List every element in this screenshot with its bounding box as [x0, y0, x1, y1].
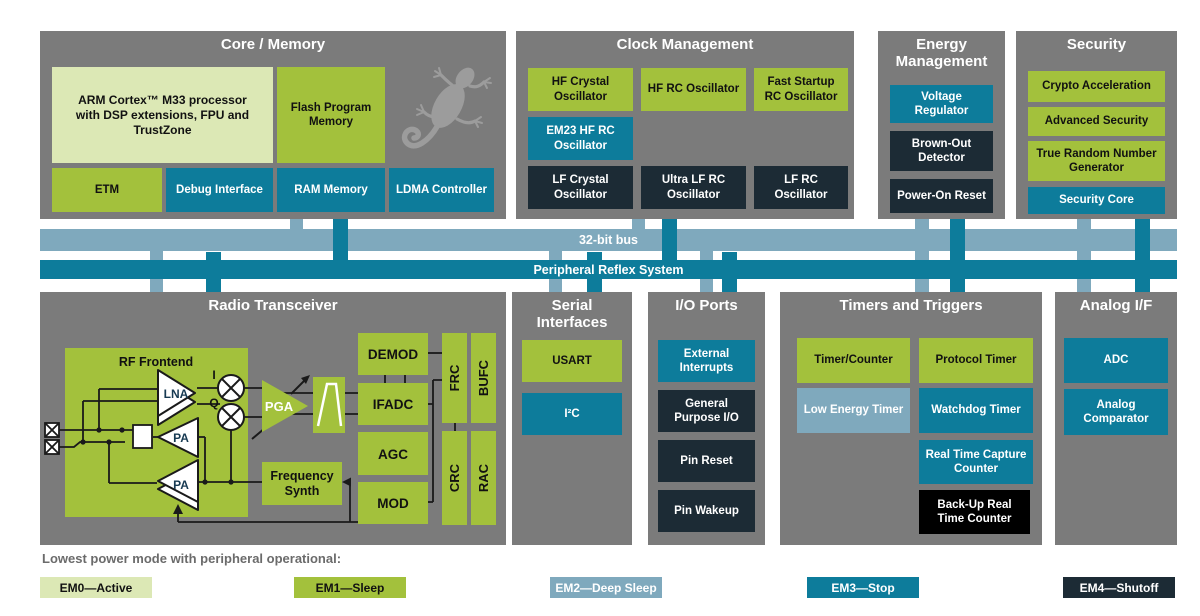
freq-synth-label-1: Frequency [270, 469, 334, 483]
block-pin-reset: Pin Reset [658, 440, 755, 482]
block-fast-startup-rc-osc: Fast Startup RC Oscillator [754, 68, 848, 111]
panel-title: I/O Ports [675, 297, 738, 314]
block-hf-crystal-osc: HF Crystal Oscillator [528, 68, 633, 111]
block-true-random-number-generator: True Random Number Generator [1028, 141, 1165, 181]
panel-title: Radio Transceiver [208, 297, 338, 314]
legend-chip-em1: EM1—Sleep [294, 577, 406, 598]
block-crypto-acceleration: Crypto Acceleration [1028, 71, 1165, 102]
block-debug-interface: Debug Interface [166, 168, 273, 212]
bus-stub [950, 219, 965, 292]
bus-32bit [40, 229, 1177, 251]
panel-title: Clock Management [616, 36, 754, 53]
bus-32bit-label: 32-bit bus [578, 233, 639, 247]
bus-peripheral-reflex [40, 260, 1177, 279]
block-backup-real-time-counter: Back-Up Real Time Counter [919, 490, 1030, 534]
pa2-label: PA [173, 478, 189, 492]
arrow-to-freq-synth [342, 478, 351, 487]
block-real-time-capture-counter: Real Time Capture Counter [919, 440, 1033, 484]
block-watchdog-timer: Watchdog Timer [919, 388, 1033, 433]
panel-radio-transceiver [40, 292, 506, 545]
panel-title: Timers and Triggers [839, 297, 983, 314]
block-timer-counter: Timer/Counter [797, 338, 910, 383]
crc-label: CRC [447, 463, 462, 493]
panel-core-memory [40, 31, 506, 219]
panel-clock-management [516, 31, 854, 219]
panel-security [1016, 31, 1177, 219]
block-em23-hf-rc-osc: EM23 HF RC Oscillator [528, 117, 633, 160]
legend-chip-em2: EM2—Deep Sleep [550, 577, 662, 598]
block-adc: ADC [1064, 338, 1168, 383]
block-general-purpose-io: General Purpose I/O [658, 390, 755, 432]
panel-serial-interfaces [512, 292, 632, 545]
rf-frontend-label: RF Frontend [118, 355, 194, 369]
ifadc-label: IFADC [372, 397, 414, 412]
legend-chip-em0: EM0—Active [40, 577, 152, 598]
panel-title: Core / Memory [220, 36, 326, 53]
block-flash-memory: Flash Program Memory [277, 67, 385, 163]
frc-label: FRC [447, 364, 462, 392]
block-pin-wakeup: Pin Wakeup [658, 490, 755, 532]
block-arm-cortex: ARM Cortex™ M33 processor with DSP extensions, FPU and TrustZone [52, 67, 273, 163]
panel-timers-triggers [780, 292, 1042, 545]
balun-icon [133, 425, 152, 448]
block-analog-comparator: Analog Comparator [1064, 389, 1168, 435]
freq-synth-label-2: Synth [284, 484, 320, 498]
panel-title: Energy Management [895, 36, 988, 70]
block-power-on-reset: Power-On Reset [890, 179, 993, 213]
demod-label: DEMOD [367, 347, 419, 362]
lna-label: LNA [163, 387, 189, 401]
bus-stub [1135, 219, 1150, 292]
radio-schematic [40, 292, 506, 545]
block-security-core: Security Core [1028, 187, 1165, 214]
i-label: I [212, 368, 216, 382]
mod-label: MOD [377, 496, 409, 511]
panel-energy-management [878, 31, 1005, 219]
legend-note: Lowest power mode with peripheral operational: [42, 551, 342, 566]
block-ldma-controller: LDMA Controller [389, 168, 494, 212]
panel-title: Security [1066, 36, 1127, 53]
bufc-label: BUFC [476, 359, 491, 397]
legend-chip-em3: EM3—Stop [807, 577, 919, 598]
block-external-interrupts: External Interrupts [658, 340, 755, 382]
q-label: Q [209, 396, 219, 410]
bus-prs-label: Peripheral Reflex System [533, 262, 684, 277]
block-ram-memory: RAM Memory [277, 168, 385, 212]
block-voltage-regulator: Voltage Regulator [890, 85, 993, 123]
block-lf-crystal-osc: LF Crystal Oscillator [528, 166, 633, 209]
panel-title: Analog I/F [1079, 297, 1153, 314]
pa1-label: PA [173, 431, 189, 445]
block-lf-rc-osc: LF RC Oscillator [754, 166, 848, 209]
block-advanced-security: Advanced Security [1028, 107, 1165, 136]
agc-label: AGC [378, 447, 408, 462]
panel-analog-if [1055, 292, 1177, 545]
legend-chip-em4: EM4—Shutoff [1063, 577, 1175, 598]
antenna-icon [45, 423, 59, 454]
rac-label: RAC [476, 463, 491, 493]
gecko-logo-icon [398, 59, 498, 164]
block-ultra-lf-rc-osc: Ultra LF RC Oscillator [641, 166, 746, 209]
panel-io-ports [648, 292, 765, 545]
panel-title: Serial Interfaces [536, 297, 608, 331]
pga-label: PGA [264, 399, 294, 414]
block-hf-rc-osc: HF RC Oscillator [641, 68, 746, 111]
block-etm: ETM [52, 168, 162, 212]
block-protocol-timer: Protocol Timer [919, 338, 1033, 383]
block-brown-out-detector: Brown-Out Detector [890, 131, 993, 171]
block-usart: USART [522, 340, 622, 382]
rf-frontend-box [65, 348, 248, 517]
block-i2c: I²C [522, 393, 622, 435]
block-low-energy-timer: Low Energy Timer [797, 388, 910, 433]
